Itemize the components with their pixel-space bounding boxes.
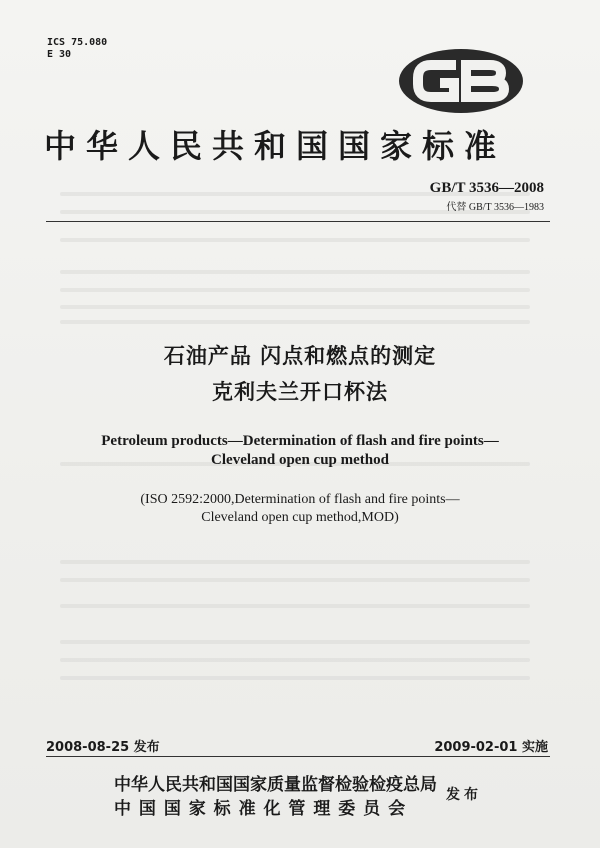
iso-reference-line1: (ISO 2592:2000,Determination of flash and fire points— xyxy=(140,492,460,507)
bleed-through-line xyxy=(60,270,530,274)
bleed-through-line xyxy=(60,288,530,292)
standard-number-block xyxy=(430,180,544,213)
implementation-date: 2009-02-01 实施 xyxy=(434,740,548,755)
title-en-line1: Petroleum products—Determination of flash and fire points— xyxy=(101,433,499,449)
bleed-through-line xyxy=(60,578,530,582)
title-cn-line1: 石油产品 闪点和燃点的测定 xyxy=(163,344,437,368)
ics-code xyxy=(47,37,107,61)
bleed-through-line xyxy=(60,560,530,564)
gb-logo-icon xyxy=(398,48,524,114)
issuer-aqsiq: 中华人民共和国国家质量监督检验检疫总局 xyxy=(114,775,437,795)
issue-date: 2008-08-25 发布 xyxy=(46,740,160,755)
iso-reference-line2: Cleveland open cup method,MOD) xyxy=(201,510,399,525)
bleed-through-line xyxy=(60,305,530,309)
title-cn-line2: 克利夫兰开口杯法 xyxy=(212,380,388,404)
ics-number: ICS 75.080 xyxy=(47,37,108,48)
bleed-through-line xyxy=(60,604,530,608)
footer-divider xyxy=(46,756,550,757)
replaces-standard: 代替 GB/T 3536—1983 xyxy=(446,202,544,213)
bleed-through-line xyxy=(60,658,530,662)
bleed-through-line xyxy=(60,640,530,644)
title-en-line2: Cleveland open cup method xyxy=(211,452,389,468)
ccs-number: E 30 xyxy=(47,49,72,60)
bleed-through-line xyxy=(60,320,530,324)
bleed-through-line xyxy=(60,238,530,242)
standard-category-title: 中华人民共和国国家标准 xyxy=(44,127,507,165)
header-divider xyxy=(46,221,550,222)
issuer-sac: 中 国 国 家 标 准 化 管 理 委 员 会 xyxy=(114,799,407,819)
issue-label: 发布 xyxy=(446,787,482,803)
standard-number: GB/T 3536—2008 xyxy=(429,180,544,196)
bleed-through-line xyxy=(60,676,530,680)
